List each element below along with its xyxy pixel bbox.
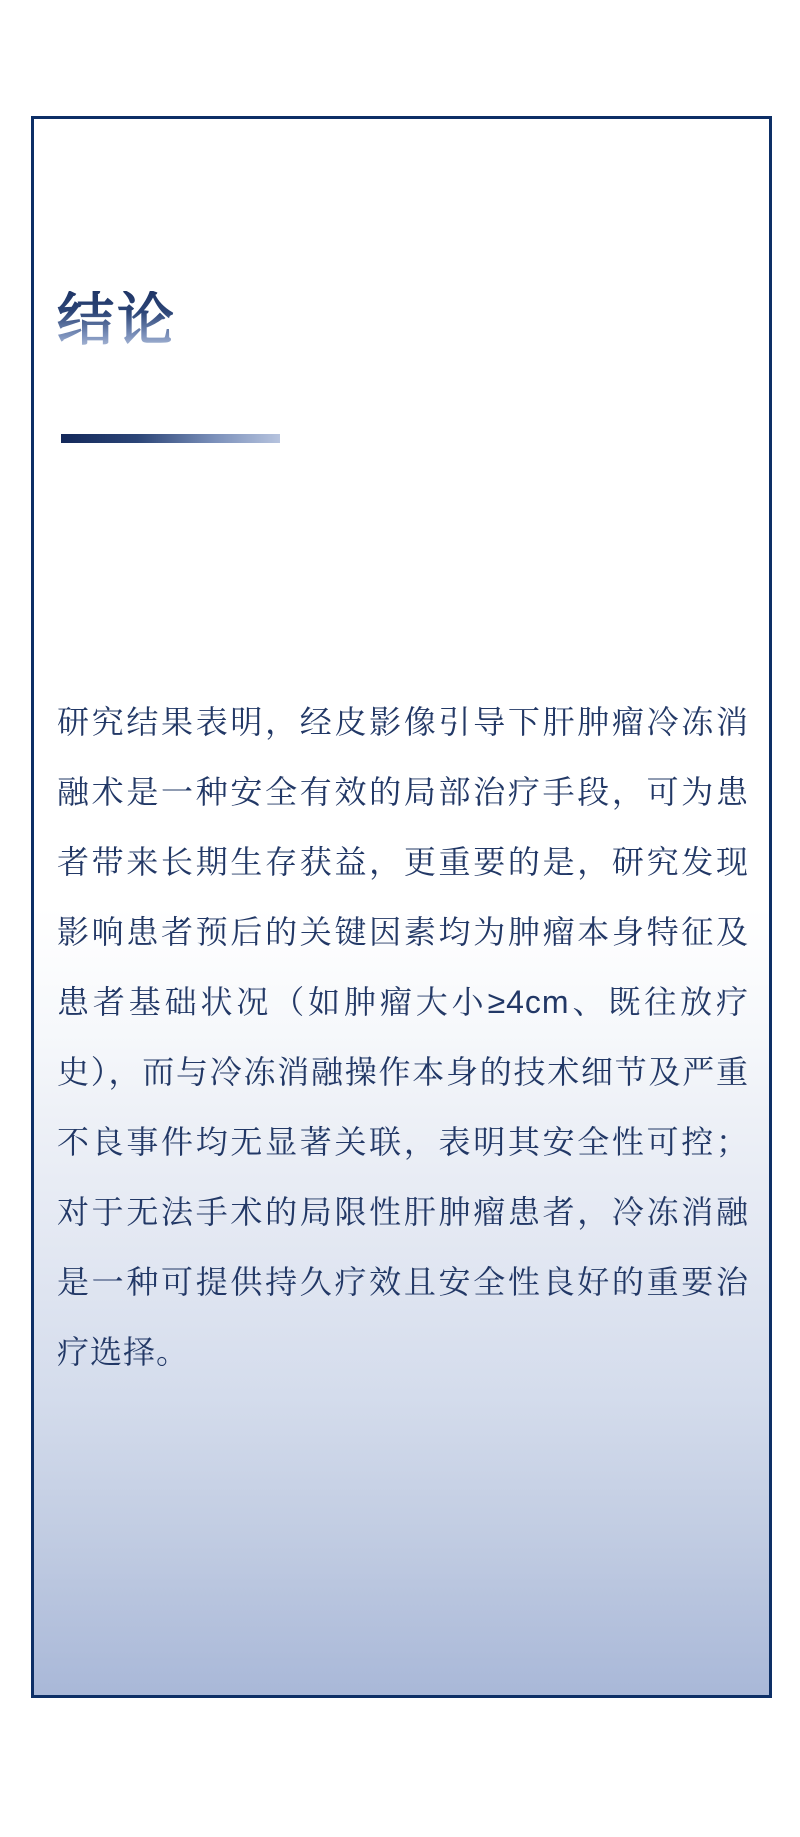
conclusion-paragraph: 研究结果表明，经皮影像引导下肝肿瘤冷冻消融术是一种安全有效的局部治疗手段，可为患者带来长期生存获益，更重要的是，研究发现影响患者预后的关键因素均为肿瘤本身特征及患者基础状况（如肿瘤大小≥4cm、既往放疗史），而与冷冻消融操作本身的技术细节及严重不良事件均无显著关联，表明其安全性可控；对于无法手术的局限性肝肿瘤患者，冷冻消融是一种可提供持久疗效且安全性良好的重要治疗选择。 <box>57 704 749 1370</box>
title-underline-divider <box>61 434 280 443</box>
section-title: 结论 <box>57 288 177 352</box>
conclusion-card <box>31 116 772 1698</box>
